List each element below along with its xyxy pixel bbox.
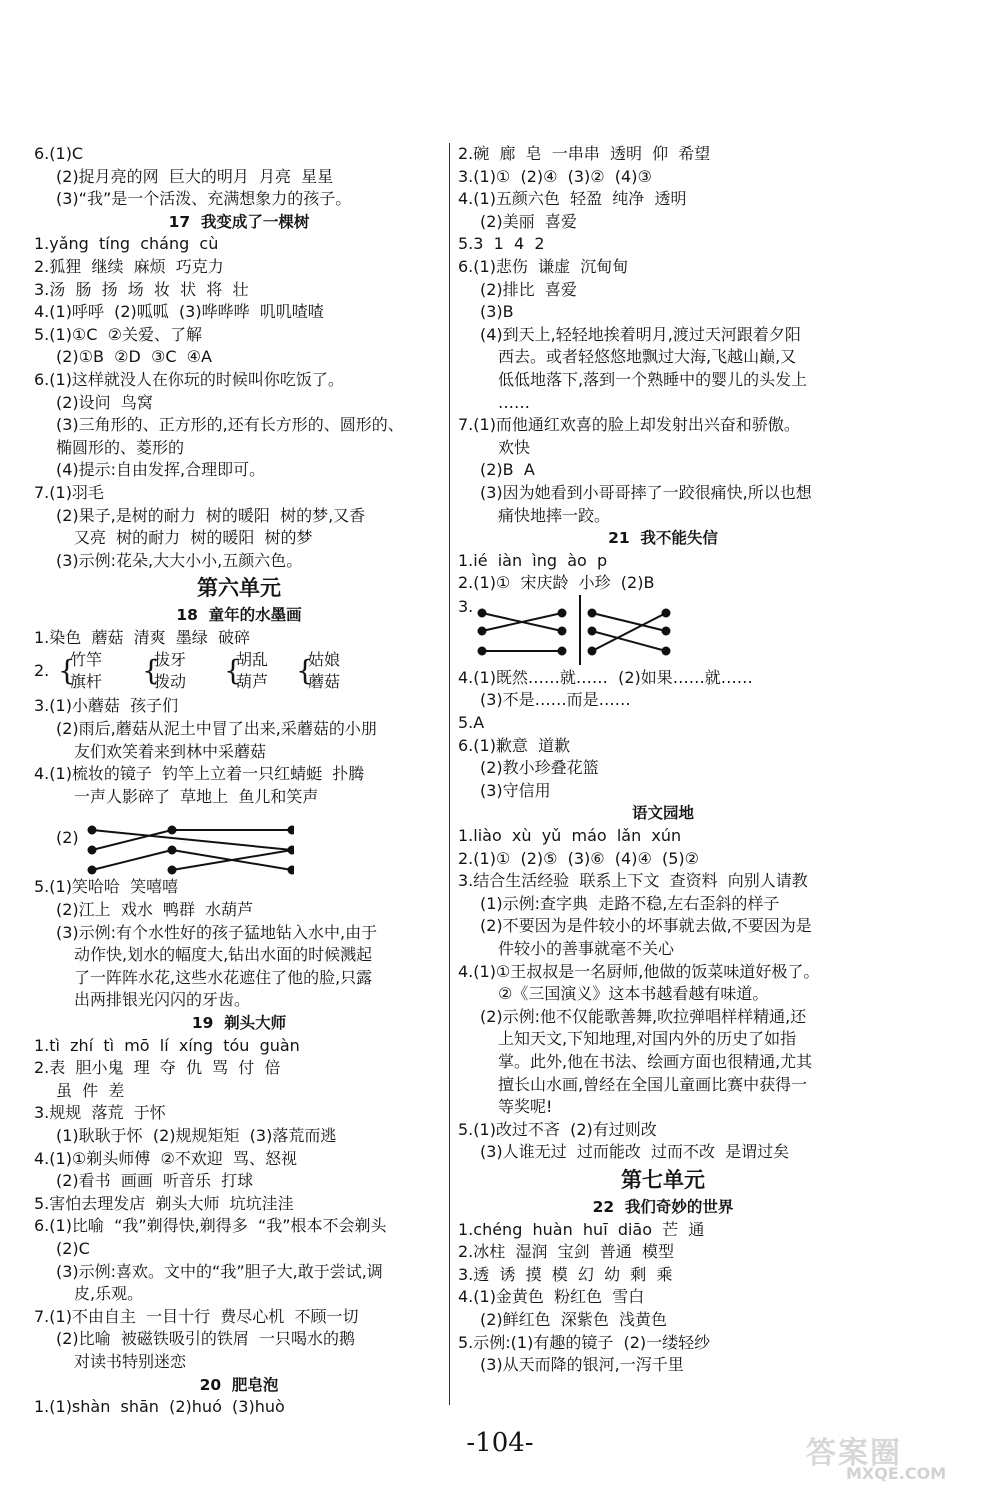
answer-line: 2.冰柱 湿润 宝剑 普通 模型 [458, 1242, 674, 1262]
word: 拔牙 [154, 650, 187, 670]
answer-line: 1.ié iàn ìng ào p [458, 550, 608, 570]
answer-line: 2.狐狸 继续 麻烦 巧克力 [34, 256, 224, 276]
answer-line: 3.(1)① (2)④ (3)② (4)③ [458, 166, 652, 186]
answer-line: 对读书特别迷恋 [74, 1351, 187, 1371]
word: 旗杆 [70, 672, 103, 692]
answer-line: 6.(1)C [34, 144, 84, 163]
question-label: 3. [458, 596, 474, 616]
answer-line: 6.(1)这样就没人在你玩的时候叫你吃饭了。 [34, 369, 344, 389]
answer-line: 5.(1)改过不吝 (2)有过则改 [458, 1119, 657, 1139]
answer-line: 2.(1)① (2)⑤ (3)⑥ (4)④ (5)② [458, 848, 699, 868]
answer-line: (2)①B ②D ③C ④A [56, 347, 212, 367]
answer-line: (3)因为她看到小哥哥摔了一跤很痛快,所以也想 [480, 482, 812, 502]
answer-line: (2)江上 戏水 鸭群 水葫芦 [56, 900, 254, 920]
answer-line: (4)到天上,轻轻地挨着明月,渡过天河跟着夕阳 [480, 324, 801, 344]
answer-line: 1.chéng huàn huī diāo 芒 通 [458, 1219, 705, 1239]
answer-line: 2.碗 廊 皂 一串串 透明 仰 希望 [458, 144, 711, 163]
answer-line: 4.(1)呼呼 (2)呱呱 (3)哗哗哗 叽叽喳喳 [34, 302, 324, 322]
answer-line: (3)示例:有个水性好的孩子猛地钻入水中,由于 [56, 922, 378, 942]
answer-line: 4.(1)既然……就…… (2)如果……就…… [458, 667, 753, 687]
lesson-title: 21 我不能失信 [608, 529, 718, 548]
left-column [34, 143, 444, 1419]
answer-line: 欢快 [498, 437, 531, 457]
word-pair [142, 649, 186, 693]
answer-line: 5.(1)①C ②关爱、了解 [34, 324, 202, 344]
answer-line: (2)美丽 喜爱 [480, 211, 577, 231]
answer-line: (2)捉月亮的网 巨大的明月 月亮 星星 [56, 166, 334, 186]
answer-line: 了一阵阵水花,这些水花遮住了他的脸,只露 [74, 967, 373, 987]
section-title: 语文园地 [631, 804, 694, 823]
answer-line: 上知天文,下知地理,对国内外的历史了如指 [498, 1029, 797, 1049]
answer-line: 擅长山水画,曾经在全国儿童画比赛中获得一 [498, 1074, 808, 1094]
answer-line: (2)不要因为是件较小的坏事就去做,不要因为是 [480, 916, 812, 936]
answer-line: (3)从天而降的银河,一泻千里 [480, 1355, 684, 1375]
word: 蘑菇 [308, 672, 341, 692]
column-divider [449, 143, 450, 1405]
word: 竹竿 [70, 650, 103, 670]
answer-line: 4.(1)五颜六色 轻盈 纯净 透明 [458, 189, 687, 209]
word-pair [224, 649, 268, 693]
answer-line: 3.透 诱 摸 模 幻 幼 剩 乘 [458, 1264, 673, 1284]
answer-line: (3)示例:喜欢。文中的“我”胆子大,敢于尝试,调 [56, 1261, 383, 1281]
answer-line: (2)排比 喜爱 [480, 279, 577, 299]
answer-line: 痛快地摔一跤。 [498, 505, 611, 525]
answer-line: 5.示例:(1)有趣的镜子 (2)一缕轻纱 [458, 1332, 711, 1352]
answer-line: 件较小的善事就毫不关心 [498, 939, 675, 958]
answer-line: 3.汤 肠 扬 场 妆 状 将 壮 [34, 279, 249, 299]
word: 拨动 [154, 672, 187, 692]
word-pair [296, 649, 340, 693]
word: 胡乱 [236, 650, 269, 670]
answer-line: (3)不是……而是…… [480, 690, 631, 710]
answer-line: (2)看书 画画 听音乐 打球 [56, 1171, 254, 1191]
page-number: -104- [466, 1428, 534, 1458]
answer-line: (3)B [480, 302, 514, 322]
answer-line: (1)示例:查字典 走路不稳,左右歪斜的样子 [480, 893, 780, 913]
answer-line: 虽 件 差 [56, 1080, 125, 1100]
answer-line: 椭圆形的、菱形的 [56, 437, 185, 457]
answer-line: 4.(1)金黄色 粉红色 雪白 [458, 1287, 645, 1307]
lesson-title: 18 童年的水墨画 [176, 606, 302, 625]
answer-line: 6.(1)悲伤 谦虚 沉甸甸 [458, 256, 629, 276]
lesson-title: 19 剃头大师 [191, 1014, 287, 1032]
answer-line: (2)B A [480, 460, 535, 480]
brace-word-pairs [34, 649, 444, 695]
answer-line: (4)提示:自由发挥,合理即可。 [56, 460, 266, 480]
answer-line: (2)示例:他不仅能歌善舞,吹拉弹唱样样精通,还 [480, 1006, 807, 1026]
word-pair [58, 649, 102, 693]
brace-icon: { [224, 654, 242, 688]
answer-line: 掌。此外,他在书法、绘画方面也很精通,尤其 [498, 1051, 813, 1071]
answer-line: (2)教小珍叠花篮 [480, 758, 599, 778]
matching-lines [458, 595, 678, 667]
matching-diagram [458, 595, 868, 667]
answer-line: 4.(1)①剃头师傅 ②不欢迎 骂、怒视 [34, 1148, 297, 1168]
lesson-title: 22 我们奇妙的世界 [592, 1197, 734, 1216]
answer-line: 等奖呢! [498, 1097, 553, 1117]
answer-line: 4.(1)①王叔叔是一名厨师,他做的饭菜味道好极了。 [458, 961, 820, 981]
lesson-title: 20 肥皂泡 [199, 1375, 279, 1394]
answer-line: 6.(1)比喻 “我”剃得快,剃得多 “我”根本不会剃头 [34, 1216, 387, 1236]
answer-line: ②《三国演义》这本书越看越有味道。 [498, 984, 769, 1004]
answer-line: (3)三角形的、正方形的,还有长方形的、圆形的、 [56, 415, 404, 435]
answer-line: 动作快,划水的幅度大,钻出水面的时候溅起 [74, 945, 373, 965]
unit-title: 第六单元 [197, 576, 281, 601]
answer-line: (2)C [56, 1238, 90, 1258]
answer-line: (1)耿耿于怀 (2)规规矩矩 (3)落荒而逃 [56, 1125, 337, 1145]
watermark-logo [806, 1428, 986, 1486]
answer-line: (2)设问 鸟窝 [56, 392, 153, 412]
brace-icon: { [142, 654, 160, 688]
answer-line: 5.3 1 4 2 [458, 234, 545, 254]
answer-line: 出两排银光闪闪的牙齿。 [74, 990, 251, 1010]
answer-line: 5.害怕去理发店 剃头大师 坑坑洼洼 [34, 1193, 294, 1213]
brace-icon: { [58, 654, 76, 688]
answer-line: (2)雨后,蘑菇从泥土中冒了出来,采蘑菇的小朋 [56, 719, 377, 739]
answer-line: 西去。或者轻悠悠地飘过大海,飞越山巅,又 [498, 347, 797, 367]
answer-line: (3)人谁无过 过而能改 过而不改 是谓过矣 [480, 1142, 790, 1162]
answer-line: 5.A [458, 713, 485, 733]
answer-line: 7.(1)而他通红欢喜的脸上却发射出兴奋和骄傲。 [458, 415, 800, 435]
answer-line: 1.yǎng tíng cháng cù [34, 234, 219, 254]
answer-line: 2.(1)① 宋庆龄 小珍 (2)B [458, 573, 655, 593]
answer-line: 一声人影碎了 草地上 鱼儿和笑声 [74, 786, 319, 806]
watermark-url: MXQE.COM [846, 1464, 947, 1483]
answer-line: 皮,乐观。 [74, 1284, 144, 1304]
answer-line: 又亮 树的耐力 树的暖阳 树的梦 [74, 528, 313, 548]
answer-line: 低低地落下,落到一个熟睡中的婴儿的头发上 [498, 369, 808, 389]
answer-line: 4.(1)梳妆的镜子 钓竿上立着一只红蜻蜓 扑腾 [34, 764, 365, 784]
watermark-text: 答案圈 [806, 1436, 902, 1471]
answer-line: 2.表 胆小鬼 理 夺 仇 骂 付 倍 [34, 1058, 281, 1078]
answer-line: 3.结合生活经验 联系上下文 查资料 向别人请教 [458, 871, 808, 891]
brace-icon: { [296, 654, 314, 688]
word: 葫芦 [236, 672, 269, 692]
matching-diagram [34, 808, 444, 876]
answer-line: (2)比喻 被磁铁吸引的铁屑 一只喝水的鹅 [56, 1329, 356, 1349]
answer-line: 5.(1)笑哈哈 笑嘻嘻 [34, 877, 179, 897]
answer-line: 6.(1)歉意 道歉 [458, 735, 571, 755]
answer-line: 7.(1)不由自主 一目十行 费尽心机 不顾一切 [34, 1306, 359, 1326]
word: 姑娘 [308, 650, 341, 670]
question-label: (2) [56, 828, 79, 848]
answer-line: (3)“我”是一个活泼、充满想象力的孩子。 [56, 189, 352, 209]
unit-title: 第七单元 [621, 1167, 705, 1192]
answer-line: …… [498, 392, 530, 412]
answer-line: (3)守信用 [480, 780, 551, 800]
lesson-title: 17 我变成了一棵树 [168, 212, 310, 231]
answer-line: 7.(1)羽毛 [34, 482, 104, 502]
question-number: 2. [34, 661, 50, 681]
answer-line: 1.tì zhí tì mō lí xíng tóu guàn [34, 1035, 300, 1055]
answer-line: 3.规规 落荒 于怀 [34, 1103, 166, 1123]
answer-line: 1.染色 蘑菇 清爽 墨绿 破碎 [34, 627, 250, 647]
answer-line: 1.(1)shàn shān (2)huó (3)huò [34, 1397, 285, 1417]
answer-line: (2)鲜红色 深紫色 浅黄色 [480, 1309, 668, 1329]
answer-line: 友们欢笑着来到林中采蘑菇 [74, 741, 267, 761]
right-column [458, 143, 868, 1377]
matching-lines [34, 808, 294, 876]
answer-line: (3)示例:花朵,大大小小,五颜六色。 [56, 550, 303, 570]
answer-line: (2)果子,是树的耐力 树的暖阳 树的梦,又香 [56, 505, 366, 525]
answer-line: 3.(1)小蘑菇 孩子们 [34, 696, 179, 716]
answer-line: 1.liào xù yǔ máo lǎn xún [458, 826, 682, 846]
